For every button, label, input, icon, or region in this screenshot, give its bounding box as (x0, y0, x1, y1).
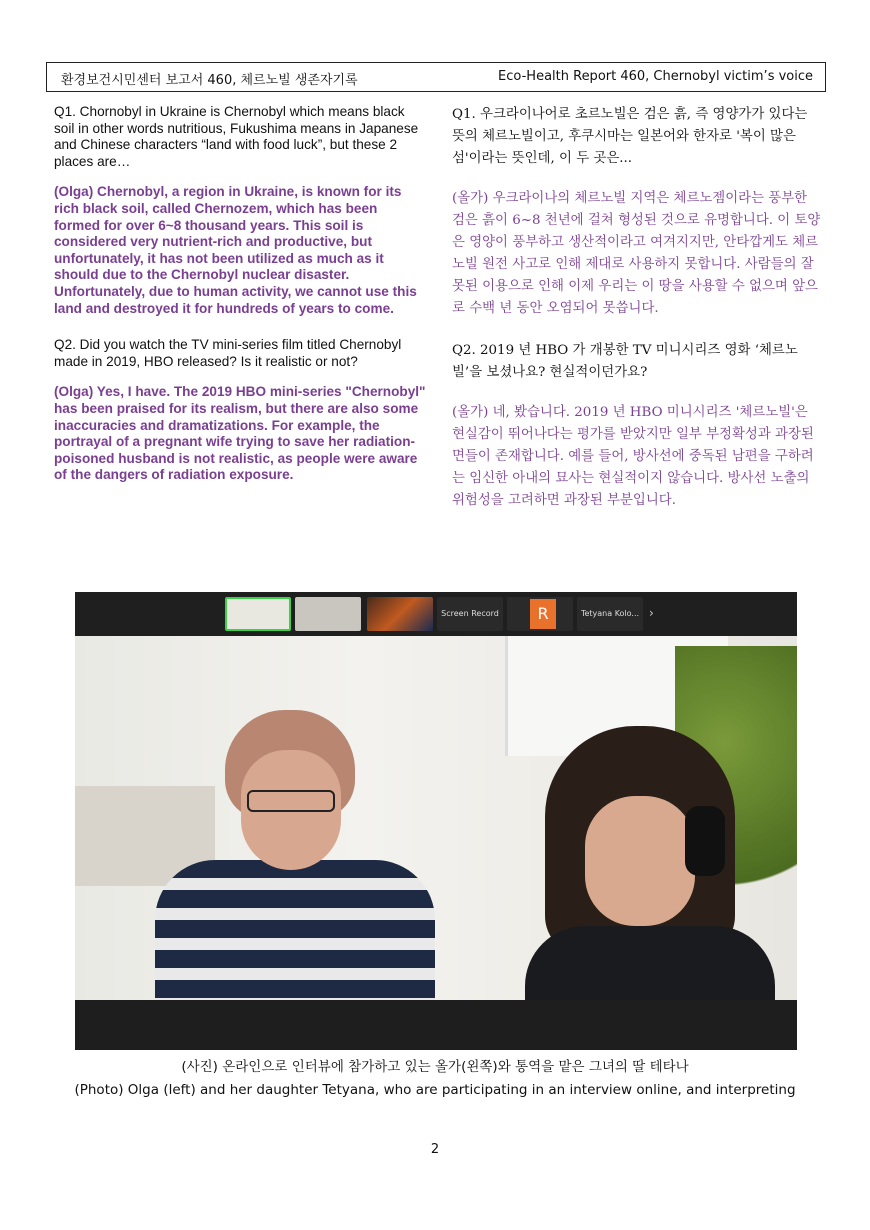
korean-column (452, 104, 824, 532)
header-korean-title: 환경보건시민센터 보고서 460, 체르노빌 생존자기록 (61, 73, 358, 88)
participant-name-thumbnail: Tetyana Kolo... (577, 597, 643, 631)
english-column (54, 104, 426, 504)
tetyana-figure (515, 726, 775, 1000)
tetyana-top (525, 926, 775, 1000)
answer-2-english: (Olga) Yes, I have. The 2019 HBO mini-series "Chernobyl" has been praised for its realism, but there are also some inaccuracies and dramatizations. For example, the portrayal of a pregnant wife trying to save her radiation-poisoned husband is not realistic, as people were aware of the dangers of radiation exposure. (54, 384, 426, 483)
participant-thumbnail (507, 597, 573, 631)
page-number: 2 (430, 1142, 440, 1157)
answer-1-english: (Olga) Chernobyl, a region in Ukraine, is known for its rich black soil, called Chernozem, which has been formed for over 6~8 thousand years. This soil is considered very nutrient-rich and productive, but unfortunately, it has not been utilized as much as it should due to the Chernobyl nuclear disaster. Unfortunately, due to human activity, we cannot use this land and destroyed it for hundreds of years to come. (54, 184, 417, 316)
question-2-korean: Q2. 2019 년 HBO 가 개봉한 TV 미니시리즈 영화 ‘체르노빌’을 보셨나요? 현실적이던가요? (452, 343, 798, 380)
question-1-english: Q1. Chornobyl in Ukraine is Chernobyl which means black soil in other words nutritious, Fukushima means in Japanese and Chinese characters “land with food luck”, but these 2 places are… (54, 104, 419, 169)
tetyana-face (585, 796, 695, 926)
participant-thumbnail (295, 597, 361, 631)
video-scene (75, 636, 797, 1000)
screen-record-thumbnail: Screen Record (437, 597, 503, 631)
photo-caption-english: (Photo) Olga (left) and her daughter Tetyana, who are participating in an interview online, and interpreting (74, 1082, 796, 1098)
answer-1-korean: (올가) 우크라이나의 체르노빌 지역은 체르노젬이라는 풍부한 검은 흙이 6~8 천년에 걸쳐 형성된 것으로 유명합니다. 이 토양은 영양이 풍부하고 생산적이라고 여겨지지만, 안타깝게도 체르노빌 원전 사고로 인해 제대로 사용하지 못합니다. 사람들의 잘못된 이용으로 인해 이제 우리는 이 땅을 사용할 수 없으며 앞으로 수백 년 동안 오염되어 못씁니다. (452, 191, 821, 316)
interview-photo (75, 592, 797, 1050)
header-english-title: Eco-Health Report 460, Chernobyl victim’s voice (498, 69, 813, 84)
participant-thumbnail (225, 597, 291, 631)
photo-caption-korean: (사진) 온라인으로 인터뷰에 참가하고 있는 올가(왼쪽)와 통역을 맡은 그녀의 딸 테타나 (181, 1059, 689, 1075)
page-header (46, 62, 826, 92)
video-call-thumbnail-bar (75, 592, 797, 636)
headphones-icon (685, 806, 725, 876)
olga-figure (155, 710, 435, 1000)
olga-striped-sweater (155, 860, 435, 1000)
answer-2-korean: (올가) 네, 봤습니다. 2019 년 HBO 미니시리즈 '체르노빌'은 현실감이 뛰어나다는 평가를 받았지만 일부 부정확성과 과장된 면들이 존재합니다. 예를 들어, 방사선에 중독된 남편을 구하려는 임신한 아내의 묘사는 현실적이지 않습니다. 방사선 노출의 위험성을 고려하면 과장된 부분입니다. (452, 405, 814, 508)
participant-thumbnail (367, 597, 433, 631)
question-2-english: Q2. Did you watch the TV mini-series film titled Chernobyl made in 2019, HBO released? Is it realistic or not? (54, 337, 402, 369)
glasses-icon (247, 790, 335, 812)
video-call-bottom-bar (75, 1000, 797, 1050)
participant-initial: R (530, 599, 556, 629)
question-1-korean: Q1. 우크라이나어로 초르노빌은 검은 흙, 즉 영양가가 있다는 뜻의 체르노빌이고, 후쿠시마는 일본어와 한자로 '복이 많은 섬'이라는 뜻인데, 이 두 곳은... (452, 107, 808, 166)
chevron-right-icon: › (649, 606, 654, 620)
